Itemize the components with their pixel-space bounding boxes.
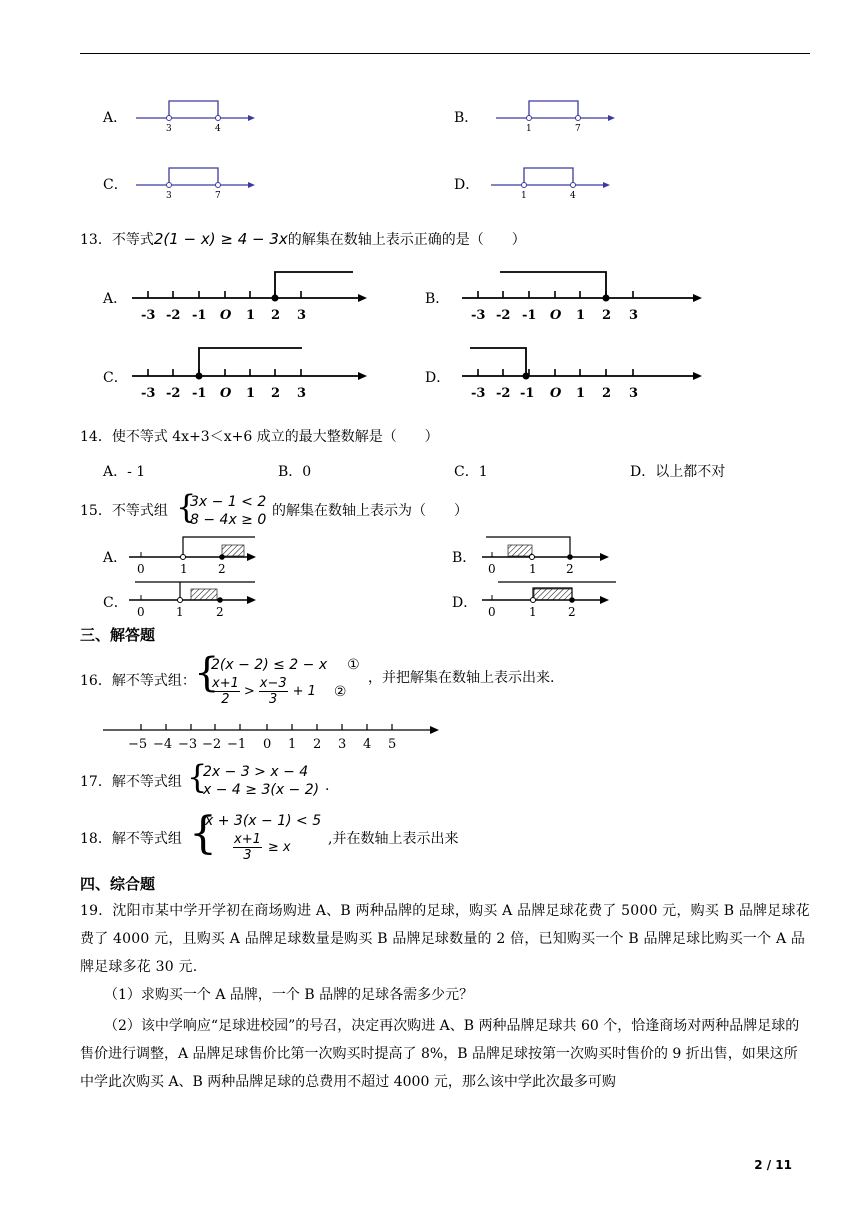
svg-text:2: 2: [602, 308, 612, 323]
svg-text:-1: -1: [520, 386, 535, 401]
svg-text:1: 1: [246, 386, 256, 401]
svg-text:2: 2: [218, 562, 226, 576]
svg-text:-3: -3: [471, 386, 486, 401]
q17-system: 2x − 3 > x − 4 x − 4 ≥ 3(x − 2): [203, 764, 320, 798]
svg-text:3: 3: [297, 386, 307, 401]
svg-text:3: 3: [166, 124, 172, 134]
q13-option-d-numberline: [460, 343, 705, 403]
section-3-heading: 三、解答题: [80, 626, 156, 644]
q18-line1: x + 3(x − 1) < 5: [205, 813, 322, 829]
svg-text:O: O: [220, 308, 232, 323]
q13-option-b-numberline: [460, 266, 705, 326]
q12-option-b-label: B．: [454, 110, 479, 126]
svg-text:1: 1: [246, 308, 256, 323]
q15-option-b-label: B．: [452, 550, 477, 566]
svg-text:5: 5: [388, 737, 397, 752]
q16-suffix: ，并把解集在数轴上表示出来.: [368, 670, 555, 686]
svg-text:4: 4: [363, 737, 372, 752]
q15-option-d-numberline: [478, 578, 618, 623]
svg-text:-1: -1: [192, 308, 207, 323]
svg-text:−1: −1: [227, 737, 247, 752]
svg-text:1: 1: [180, 562, 188, 576]
svg-text:−5: −5: [128, 737, 148, 752]
svg-text:1: 1: [288, 737, 297, 752]
svg-text:-3: -3: [471, 308, 486, 323]
svg-text:0: 0: [488, 562, 496, 576]
header-rule: [80, 53, 810, 54]
svg-text:3: 3: [629, 308, 639, 323]
q14-option-a: A．- 1: [103, 464, 146, 480]
svg-text:3: 3: [629, 386, 639, 401]
q12-option-b-numberline: [490, 96, 620, 136]
svg-text:2: 2: [566, 562, 574, 576]
svg-text:0: 0: [137, 562, 145, 576]
q13-option-b-label: B．: [425, 291, 450, 307]
svg-text:O: O: [220, 386, 232, 401]
q13-option-d-label: D．: [425, 370, 451, 386]
svg-text:−2: −2: [202, 737, 222, 752]
q12-option-c-numberline: [130, 163, 260, 203]
svg-text:0: 0: [488, 605, 496, 619]
q17-prefix: 17．解不等式组: [80, 774, 182, 790]
svg-text:1: 1: [526, 124, 532, 134]
q15-option-c-label: C．: [103, 595, 128, 611]
svg-text:O: O: [550, 386, 562, 401]
q13-stem: 13．不等式2(1 − x) ≥ 4 − 3x的解集在数轴上表示正确的是（ ）: [80, 230, 526, 248]
q12-option-c-label: C．: [103, 177, 128, 193]
q15-option-a-numberline: [125, 533, 265, 578]
svg-text:-2: -2: [166, 386, 181, 401]
svg-text:3: 3: [297, 308, 307, 323]
svg-text:1: 1: [576, 386, 586, 401]
svg-text:2: 2: [271, 308, 281, 323]
svg-text:2: 2: [313, 737, 322, 752]
svg-text:−4: −4: [153, 737, 173, 752]
svg-text:3: 3: [338, 737, 347, 752]
svg-text:1: 1: [176, 605, 184, 619]
page-number: 2 / 11: [754, 1158, 792, 1172]
svg-text:3: 3: [166, 191, 172, 201]
q15-option-d-label: D．: [452, 595, 478, 611]
svg-text:2: 2: [216, 605, 224, 619]
svg-text:O: O: [550, 308, 562, 323]
svg-text:2: 2: [271, 386, 281, 401]
svg-text:7: 7: [575, 124, 581, 134]
q16-line1: 2(x − 2) ≤ 2 − x ①: [211, 657, 360, 673]
q13-option-a-label: A．: [103, 291, 128, 307]
svg-text:7: 7: [215, 191, 221, 201]
q12-option-a-label: A．: [103, 110, 128, 126]
svg-text:2: 2: [568, 605, 576, 619]
svg-text:4: 4: [215, 124, 221, 134]
q16-prefix: 16．解不等式组：: [80, 673, 196, 689]
q18-line2: $\frac{x+1}{3}$ ≥ x: [234, 832, 291, 863]
q18-suffix: ,并在数轴上表示出来: [328, 831, 459, 847]
svg-text:0: 0: [263, 737, 272, 752]
svg-text:-2: -2: [496, 386, 511, 401]
q15-suffix: 的解集在数轴上表示为（ ）: [272, 503, 468, 519]
svg-text:0: 0: [137, 605, 145, 619]
svg-text:-1: -1: [522, 308, 537, 323]
svg-text:1: 1: [521, 191, 527, 201]
svg-text:-3: -3: [141, 308, 156, 323]
svg-text:-1: -1: [192, 386, 207, 401]
q19-paragraph-2: （1）求购买一个 A 品牌，一个 B 品牌的足球各需多少元？: [104, 987, 474, 1003]
svg-text:1: 1: [529, 605, 537, 619]
svg-text:-2: -2: [496, 308, 511, 323]
svg-text:-2: -2: [166, 308, 181, 323]
svg-text:−3: −3: [178, 737, 198, 752]
svg-text:-3: -3: [141, 386, 156, 401]
q19-paragraph-1: 19．沈阳市某中学开学初在商场购进 A、B 两种品牌的足球，购买 A 品牌足球花费了 5000 元，购买 B 品牌足球花费了 4000 元，且购买 A 品牌足球数量是购买 B 品牌足球数量的 2 倍，已知购买一个 B 品牌足球比购买一个 A 品牌足球多花 30 元.: [80, 903, 810, 975]
svg-text:1: 1: [529, 562, 537, 576]
q14-stem: 14．使不等式 4x+3＜x+6 成立的最大整数解是（ ）: [80, 429, 439, 445]
q12-option-a-numberline: [130, 96, 260, 136]
q15-prefix: 15．不等式组: [80, 503, 168, 519]
q16-line2: x+1 2 > x−3 3 + 1 ②: [212, 676, 347, 707]
q14-option-b: B．0: [278, 464, 312, 480]
q18-brace: {: [189, 808, 217, 859]
q17-suffix: .: [325, 778, 330, 794]
q15-option-c-numberline: [125, 578, 265, 623]
q12-option-d-numberline: [485, 163, 615, 203]
q15-system: 3x − 1 < 2 8 − 4x ≥ 0: [190, 494, 267, 528]
q13-option-a-numberline: [130, 266, 370, 326]
q13-option-c-label: C．: [103, 370, 128, 386]
q15-brace: {: [176, 488, 197, 526]
q16-brace: {: [194, 650, 220, 696]
section-4-heading: 四、综合题: [80, 875, 156, 893]
q16-numberline: [100, 718, 445, 754]
svg-text:1: 1: [576, 308, 586, 323]
svg-text:2: 2: [602, 386, 612, 401]
q15-option-a-label: A．: [103, 550, 128, 566]
q18-prefix: 18．解不等式组: [80, 831, 182, 847]
q14-option-c: C．1: [454, 464, 488, 480]
svg-text:4: 4: [570, 191, 576, 201]
q19-paragraph-3: （2）该中学响应“足球进校园”的号召，决定再次购进 A、B 两种品牌足球共 60 个，恰逢商场对两种品牌足球的售价进行调整，A 品牌足球售价比第一次购买时提高了 8%，B 品牌足球按第一次购买时售价的 9 折出售，如果这所中学此次购买 A、B 两种品牌足球的总费用不超过 4000 元，那么该中学此次最多可购: [80, 1018, 800, 1090]
q13-option-c-numberline: [130, 343, 370, 403]
q12-option-d-label: D．: [454, 177, 480, 193]
q14-option-d: D．以上都不对: [630, 464, 726, 480]
q17-brace: {: [187, 758, 208, 796]
q15-option-b-numberline: [478, 533, 618, 578]
